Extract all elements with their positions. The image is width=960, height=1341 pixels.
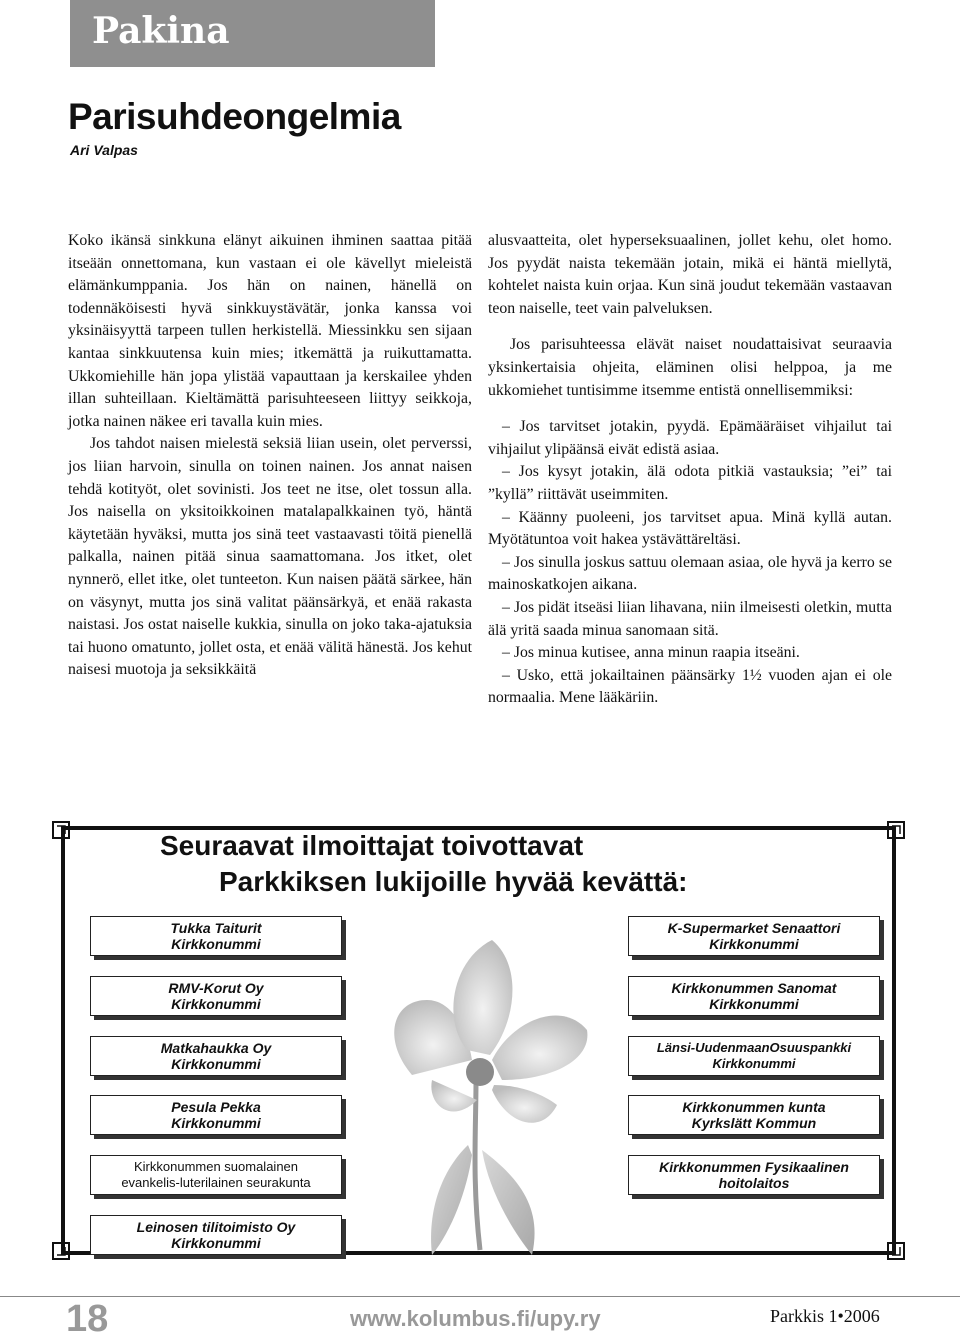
ad-name: Matkahaukka Oy xyxy=(160,1040,272,1056)
ad-box xyxy=(90,1036,342,1076)
ad-box xyxy=(628,916,880,956)
ad-location: Kirkkonummi xyxy=(171,1235,261,1251)
ad-box xyxy=(628,976,880,1016)
ad-location: Kirkkonummi xyxy=(709,996,799,1012)
paragraph: alusvaatteita, olet hyperseksuaalinen, jollet kehu, olet homo. Jos pyydät naista tekemään jotain, mikä ei häntä miellytä, kohtelet naista kuin orjaa. Kun sinä joudut tekemään vastaavan teon naiselle, teet vain palveluksen. xyxy=(488,232,892,317)
ad-name: Tukka Taiturit xyxy=(170,920,262,936)
ad-location: Kirkkonummi xyxy=(709,936,799,952)
ad-box xyxy=(90,1095,342,1135)
ad-name: Leinosen tilitoimisto Oy xyxy=(136,1219,296,1235)
list-item: – Jos tarvitset jotakin, pyydä. Epämääräiset vihjailut tai vihjailut ylipäänsä eivät edistä asiaa. xyxy=(488,418,892,458)
ad-box xyxy=(90,916,342,956)
ad-name: RMV-Korut Oy xyxy=(168,980,264,996)
ad-name: Kirkkonummen Sanomat xyxy=(671,980,837,996)
paragraph: Jos parisuhteessa elävät naiset noudattaisivat seuraavia yksinkertaisia ohjeita, eläminen olisi helppoa, ja me ukkomiehet tuntisimme itsemme entistä onnellisemmiksi: xyxy=(488,336,892,399)
ad-location: Kirkkonummi xyxy=(712,1056,796,1071)
list-item: – Usko, että jokailtainen päänsärky 1½ vuoden ajan ei ole normaalia. Mene lääkäriin. xyxy=(488,666,892,707)
article-title: Parisuhdeongelmia xyxy=(68,96,401,137)
ad-location: evankelis-luterilainen seurakunta xyxy=(121,1175,311,1190)
page-number: 18 xyxy=(66,1298,109,1340)
ad-location: Kirkkonummi xyxy=(171,936,261,952)
footer-url: www.kolumbus.fi/upy.ry xyxy=(350,1306,601,1331)
list-item: – Käänny puoleeni, jos tarvitset apua. Minä kyllä autan. Myötätuntoa voit hakea ystävättäreltäsi. xyxy=(488,508,892,549)
issue-label: Parkkis 1•2006 xyxy=(770,1306,880,1326)
ad-box xyxy=(90,1155,342,1195)
ad-location: Kirkkonummi xyxy=(171,996,261,1012)
article-author: Ari Valpas xyxy=(70,142,138,158)
ad-name: Länsi-UudenmaanOsuuspankki xyxy=(656,1040,852,1055)
ad-name: K-Supermarket Senaattori xyxy=(667,920,841,936)
article-column-left xyxy=(68,230,472,682)
list-item: – Jos kysyt jotakin, älä odota pitkiä vastauksia; ”ei” tai ”kyllä” riittävät useimmiten. xyxy=(488,463,892,503)
ads-heading-line1: Seuraavat ilmoittajat toivottavat xyxy=(160,830,584,861)
ad-location: Kirkkonummi xyxy=(171,1056,261,1072)
ad-location: Kirkkonummi xyxy=(171,1115,261,1131)
list-item: – Jos minua kutisee, anna minun raapia itseäni. xyxy=(502,644,800,662)
ad-box xyxy=(90,976,342,1016)
ad-location: hoitolaitos xyxy=(718,1175,790,1191)
ads-heading-line2: Parkkiksen lukijoille hyvää kevättä: xyxy=(219,866,688,897)
ad-box xyxy=(628,1155,880,1195)
ad-name: Kirkkonummen Fysikaalinen xyxy=(659,1159,849,1175)
ad-location: Kyrkslätt Kommun xyxy=(691,1115,817,1131)
paragraph: Jos tahdot naisen mielestä seksiä liian usein, olet perverssi, jos liian harvoin, sinulla on toinen nainen. Jos annat naisen tehdä kotityöt, olet sovinisti. Jos teet ne itse, olet tossun alla. Jos naisella on yksitoikkoinen matalapalkkainen työ, häntä käytetään hyväksi, mutta jos sinä teet vastaavasti töitä pienellä palkalla, nainen pitää sinua saamattomana. Jos itket, olet nynnerö, ellet itke, olet tunteeton. Kun naisen päätä särkee, hän on väsynyt, mutta jos sinä valitat päänsärkyä, et enää rakasta naistasi. Jos ostat naiselle kukkia, sinulla on joko taka-ajatuksia tai huono omatunto, jollet osta, et enää välitä hänestä. Jos kehut naisesi muotoja ja seksikkäitä xyxy=(68,435,472,679)
flower-illustration xyxy=(372,930,612,1260)
ad-name: Pesula Pekka xyxy=(171,1099,261,1115)
ad-name: Kirkkonummen kunta xyxy=(682,1099,826,1115)
rules-list xyxy=(488,416,892,710)
list-item: – Jos pidät itseäsi liian lihavana, niin ilmeisesti oletkin, mutta älä yritä saada minua sanomaan sitä. xyxy=(488,598,892,639)
ad-name: Kirkkonummen suomalainen xyxy=(133,1159,299,1174)
list-item: – Jos sinulla joskus sattuu olemaan asiaa, ole hyvä ja kerro se mainoskatkojen aikana. xyxy=(488,553,892,594)
paragraph: Koko ikänsä sinkkuna elänyt aikuinen ihminen saattaa pitää itseään onnettomana, kun vastaan ei ole kävellyt mieleistä elämänkumppania. Jos hän on nainen, hänellä on todennäköisesti hyvä sinkkuystävätär, jonka kanssa voi yksinäisyyttä tarpeen tullen herkistellä. Miessinkku sen sijaan kantaa sinkkuutensa kuin mies; itkemättä ja ruikuttamatta. Ukkomiehille hän jopa ylistää vapauttaan ja kerskailee yhden illan suhteillaan. Kieltämättä parisuhteeseen liittyy seikkoja, jotka nainen näkee eri tavalla kuin mies. xyxy=(68,232,472,430)
section-header xyxy=(70,0,435,67)
ad-box xyxy=(90,1215,342,1255)
section-label: Pakina xyxy=(92,10,230,52)
ad-box xyxy=(628,1095,880,1135)
article-column-right xyxy=(488,230,892,710)
footer-divider xyxy=(0,1296,960,1297)
ad-box xyxy=(628,1036,880,1076)
